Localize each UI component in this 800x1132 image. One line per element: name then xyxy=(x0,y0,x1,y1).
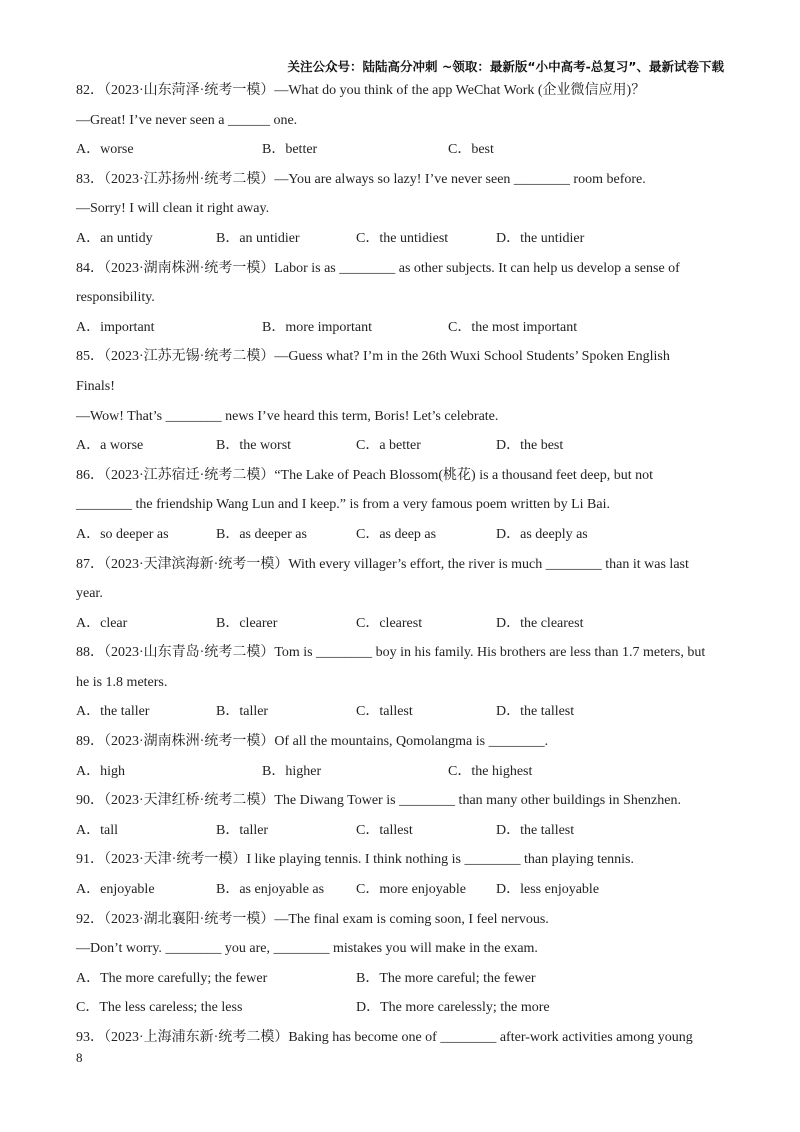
question-item xyxy=(76,786,726,845)
answer-option[interactable]: B．taller xyxy=(216,704,269,720)
answer-option[interactable]: A．tall xyxy=(76,822,118,838)
answer-option[interactable]: B．better xyxy=(262,142,318,158)
answer-option[interactable]: A．high xyxy=(76,763,125,779)
answer-option[interactable]: D．the untidier xyxy=(496,230,585,246)
question-line: —Don’t worry. ________ you are, ________ mistakes you will make in the exam. xyxy=(76,941,538,957)
answer-option[interactable]: A．worse xyxy=(76,142,134,158)
question-line: ________ the friendship Wang Lun and I keep.” is from a very famous poem written by Li Bai. xyxy=(76,497,610,513)
answer-option[interactable]: D．the best xyxy=(496,438,564,454)
answer-option[interactable]: B．The more careful; the fewer xyxy=(356,970,536,986)
answer-option[interactable]: B．as enjoyable as xyxy=(216,882,325,898)
answer-option[interactable]: B．the worst xyxy=(216,438,292,454)
question-stem: 91．（2023·天津·统考一模）I like playing tennis. I think nothing is ________ than playing tennis. xyxy=(76,852,635,868)
question-item xyxy=(76,845,726,904)
answer-option[interactable]: B．taller xyxy=(216,822,269,838)
answer-option[interactable]: A．a worse xyxy=(76,438,144,454)
options-row xyxy=(76,816,726,846)
answer-option[interactable]: C．as deep as xyxy=(356,526,437,542)
question-item xyxy=(76,76,726,165)
question-line: —Wow! That’s ________ news I’ve heard this term, Boris! Let’s celebrate. xyxy=(76,408,499,424)
answer-option[interactable]: D．The more carelessly; the more xyxy=(356,1000,550,1016)
question-item xyxy=(76,1023,726,1053)
answer-option[interactable]: A．the taller xyxy=(76,704,150,720)
options-row xyxy=(76,135,726,165)
question-stem: 93．（2023·上海浦东新·统考二模）Baking has become one of ________ after-work activities among young xyxy=(76,1030,693,1045)
options-row xyxy=(76,697,726,727)
answer-option[interactable]: D．less enjoyable xyxy=(496,882,600,898)
question-item xyxy=(76,342,726,460)
options-row xyxy=(76,875,726,905)
answer-option[interactable]: B．clearer xyxy=(216,615,278,631)
answer-option[interactable]: C．the most important xyxy=(448,319,578,335)
answer-option[interactable]: C．tallest xyxy=(356,822,413,838)
options-row xyxy=(76,964,726,994)
question-line: —Great! I’ve never seen a ______ one. xyxy=(76,112,298,128)
answer-option[interactable]: B．as deeper as xyxy=(216,526,307,542)
answer-option[interactable]: D．as deeply as xyxy=(496,526,588,542)
answer-option[interactable]: A．an untidy xyxy=(76,230,153,246)
question-stem: 87．（2023·天津滨海新·统考一模）With every villager’s effort, the river is much ________ than it was last xyxy=(76,556,689,572)
page-number: 8 xyxy=(76,1050,83,1065)
question-stem: 84．（2023·湖南株洲·统考一模）Labor is as ________ as other subjects. It can help us develop a sense of xyxy=(76,260,680,276)
question-stem: 83．（2023·江苏扬州·统考二模）—You are always so lazy! I’ve never seen ________ room before. xyxy=(76,171,646,187)
answer-option[interactable]: C．the highest xyxy=(448,763,533,779)
options-row xyxy=(76,993,726,1023)
question-item xyxy=(76,165,726,254)
options-row xyxy=(76,609,726,639)
answer-option[interactable]: D．the clearest xyxy=(496,615,584,631)
answer-option[interactable]: C．tallest xyxy=(356,704,413,720)
question-stem: 92．（2023·湖北襄阳·统考一模）—The final exam is coming soon, I feel nervous. xyxy=(76,911,549,927)
question-stem: 88．（2023·山东青岛·统考二模）Tom is ________ boy in his family. His brothers are less than 1.7 meters, but xyxy=(76,645,706,661)
question-stem: 90．（2023·天津红桥·统考二模）The Diwang Tower is ________ than many other buildings in Shenzhen. xyxy=(76,793,681,809)
question-line: responsibility. xyxy=(76,290,155,306)
answer-option[interactable]: A．so deeper as xyxy=(76,526,169,542)
question-stem: 82．（2023·山东菏泽·统考一模）—What do you think of the app WeChat Work (企业微信应用)？ xyxy=(76,83,646,98)
question-item xyxy=(76,254,726,343)
question-line: he is 1.8 meters. xyxy=(76,674,168,690)
answer-option[interactable]: C．more enjoyable xyxy=(356,882,467,898)
question-item xyxy=(76,461,726,550)
answer-option[interactable]: C．clearest xyxy=(356,615,423,631)
question-item xyxy=(76,550,726,639)
options-row xyxy=(76,757,726,787)
question-line: Finals! xyxy=(76,378,115,394)
options-row xyxy=(76,431,726,461)
question-line: year. xyxy=(76,586,103,602)
question-line: —Sorry! I will clean it right away. xyxy=(76,201,270,217)
options-row xyxy=(76,313,726,343)
answer-option[interactable]: C．the untidiest xyxy=(356,230,449,246)
answer-option[interactable]: C．The less careless; the less xyxy=(76,1000,243,1016)
answer-option[interactable]: C．best xyxy=(448,142,494,158)
question-item xyxy=(76,905,726,1023)
options-row xyxy=(76,224,726,254)
answer-option[interactable]: A．important xyxy=(76,319,155,335)
page-header: 关注公众号：陆陆高分冲刺 ~领取：最新版“小中高考-总复习”、最新试卷下载 xyxy=(287,59,724,74)
answer-option[interactable]: D．the tallest xyxy=(496,704,575,720)
question-list xyxy=(76,76,726,1053)
question-item xyxy=(76,727,726,786)
options-row xyxy=(76,520,726,550)
answer-option[interactable]: A．The more carefully; the fewer xyxy=(76,970,268,986)
answer-option[interactable]: B．higher xyxy=(262,763,322,779)
answer-option[interactable]: A．clear xyxy=(76,615,128,631)
answer-option[interactable]: B．an untidier xyxy=(216,230,300,246)
answer-option[interactable]: C．a better xyxy=(356,438,421,454)
question-item xyxy=(76,638,726,727)
answer-option[interactable]: A．enjoyable xyxy=(76,882,155,898)
question-stem: 89．（2023·湖南株洲·统考一模）Of all the mountains, Qomolangma is ________. xyxy=(76,734,549,750)
answer-option[interactable]: B．more important xyxy=(262,319,373,335)
question-stem: 86．（2023·江苏宿迁·统考二模）“The Lake of Peach Blossom(桃花) is a thousand feet deep, but not xyxy=(76,467,654,483)
question-stem: 85．（2023·江苏无锡·统考二模）—Guess what? I’m in the 26th Wuxi School Students’ Spoken English xyxy=(76,349,670,365)
answer-option[interactable]: D．the tallest xyxy=(496,822,575,838)
